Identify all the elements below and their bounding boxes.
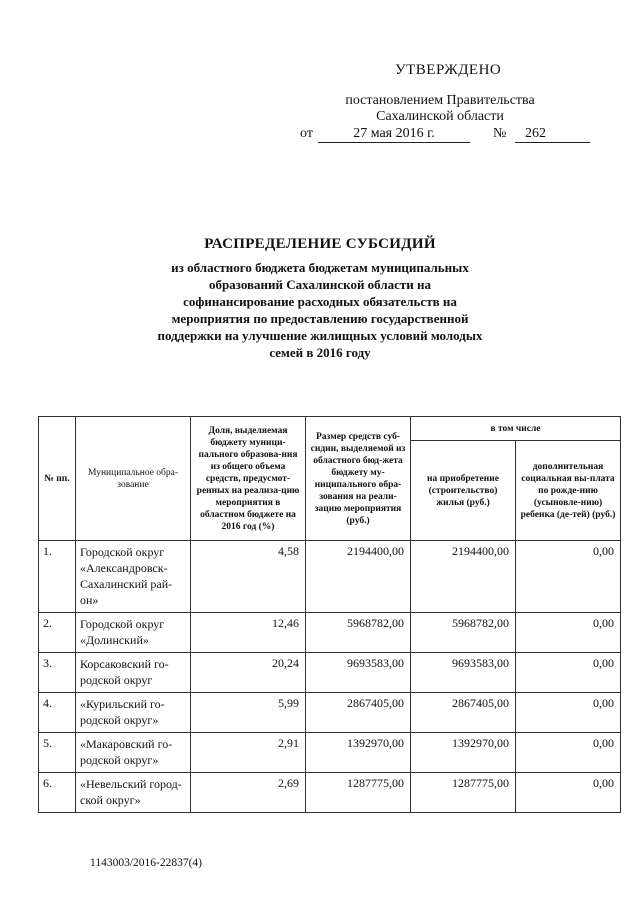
subsidy-table (38, 416, 621, 813)
cell-share: 2,91 (191, 733, 306, 773)
cell-purchase: 1287775,00 (411, 773, 516, 813)
approval-number: 262 (515, 126, 590, 143)
approval-block (300, 62, 600, 125)
cell-municipality: «Курильский го-родской округ» (76, 693, 191, 733)
title-sub-line: поддержки на улучшение жилищных условий молодых (157, 328, 483, 343)
cell-additional: 0,00 (516, 693, 621, 733)
title-sub-line: софинансирование расходных обязательств на (183, 294, 457, 309)
cell-municipality: «Невельский город-ской округ» (76, 773, 191, 813)
cell-amount: 1392970,00 (306, 733, 411, 773)
cell-share: 2,69 (191, 773, 306, 813)
number-label: № (493, 126, 507, 141)
header-purchase: на приобретение (строительство) жилья (руб.) (411, 441, 516, 541)
cell-amount: 9693583,00 (306, 653, 411, 693)
table-row (39, 541, 621, 613)
cell-additional: 0,00 (516, 653, 621, 693)
cell-number: 2. (39, 613, 76, 653)
cell-purchase: 9693583,00 (411, 653, 516, 693)
cell-additional: 0,00 (516, 733, 621, 773)
cell-purchase: 2194400,00 (411, 541, 516, 613)
title-sub-line: семей в 2016 году (269, 345, 371, 360)
cell-municipality: Городской округ «Александровск-Сахалинский рай-он» (76, 541, 191, 613)
approval-heading: УТВЕРЖДЕНО (395, 62, 502, 78)
cell-share: 12,46 (191, 613, 306, 653)
cell-share: 5,99 (191, 693, 306, 733)
cell-share: 4,58 (191, 541, 306, 613)
approval-line-1: постановлением Правительства (345, 93, 535, 108)
cell-amount: 5968782,00 (306, 613, 411, 653)
table-row (39, 733, 621, 773)
title-subtitle (110, 259, 530, 361)
header-share: Доля, выделяемая бюджету муници-пального образова-ния из общего объема средств, предусмот-ренных на реализа-цию мероприятия в областном бюджете на 2016 год (%) (191, 417, 306, 541)
title-sub-line: мероприятия по предоставлению государственной (171, 311, 469, 326)
cell-municipality: «Макаровский го-родской округ» (76, 733, 191, 773)
cell-share: 20,24 (191, 653, 306, 693)
cell-municipality: Корсаковский го-родской округ (76, 653, 191, 693)
header-amount: Размер средств суб-сидии, выделяемой из областного бюд-жета бюджету му-ниципального обра-зования на реали-зацию мероприятия (руб.) (306, 417, 411, 541)
table-row (39, 613, 621, 653)
document-title (110, 236, 530, 361)
header-number: № пп. (39, 417, 76, 541)
title-sub-line: образований Сахалинской области на (208, 277, 432, 292)
cell-amount: 2194400,00 (306, 541, 411, 613)
table-row (39, 693, 621, 733)
title-main: РАСПРЕДЕЛЕНИЕ СУБСИДИЙ (204, 236, 436, 252)
cell-amount: 1287775,00 (306, 773, 411, 813)
approval-line-2: Сахалинской области (376, 109, 504, 124)
table-row (39, 653, 621, 693)
cell-number: 4. (39, 693, 76, 733)
header-municipality: Муниципальное обра-зование (76, 417, 191, 541)
cell-amount: 2867405,00 (306, 693, 411, 733)
header-additional: дополнительная социальная вы-плата по рожде-нию (усыновле-нию) ребенка (де-тей) (руб.) (516, 441, 621, 541)
approval-date-line (300, 126, 600, 146)
cell-additional: 0,00 (516, 773, 621, 813)
header-including: в том числе (411, 417, 621, 441)
approval-date: 27 мая 2016 г. (318, 126, 470, 143)
cell-additional: 0,00 (516, 613, 621, 653)
document-code: 1143003/2016-22837(4) (90, 857, 203, 869)
cell-purchase: 2867405,00 (411, 693, 516, 733)
from-label: от (300, 126, 313, 141)
cell-number: 5. (39, 733, 76, 773)
title-sub-line: из областного бюджета бюджетам муниципальных (171, 260, 469, 275)
cell-additional: 0,00 (516, 541, 621, 613)
cell-number: 1. (39, 541, 76, 613)
cell-purchase: 5968782,00 (411, 613, 516, 653)
cell-purchase: 1392970,00 (411, 733, 516, 773)
cell-municipality: Городской округ «Долинский» (76, 613, 191, 653)
table-row (39, 773, 621, 813)
cell-number: 3. (39, 653, 76, 693)
cell-number: 6. (39, 773, 76, 813)
